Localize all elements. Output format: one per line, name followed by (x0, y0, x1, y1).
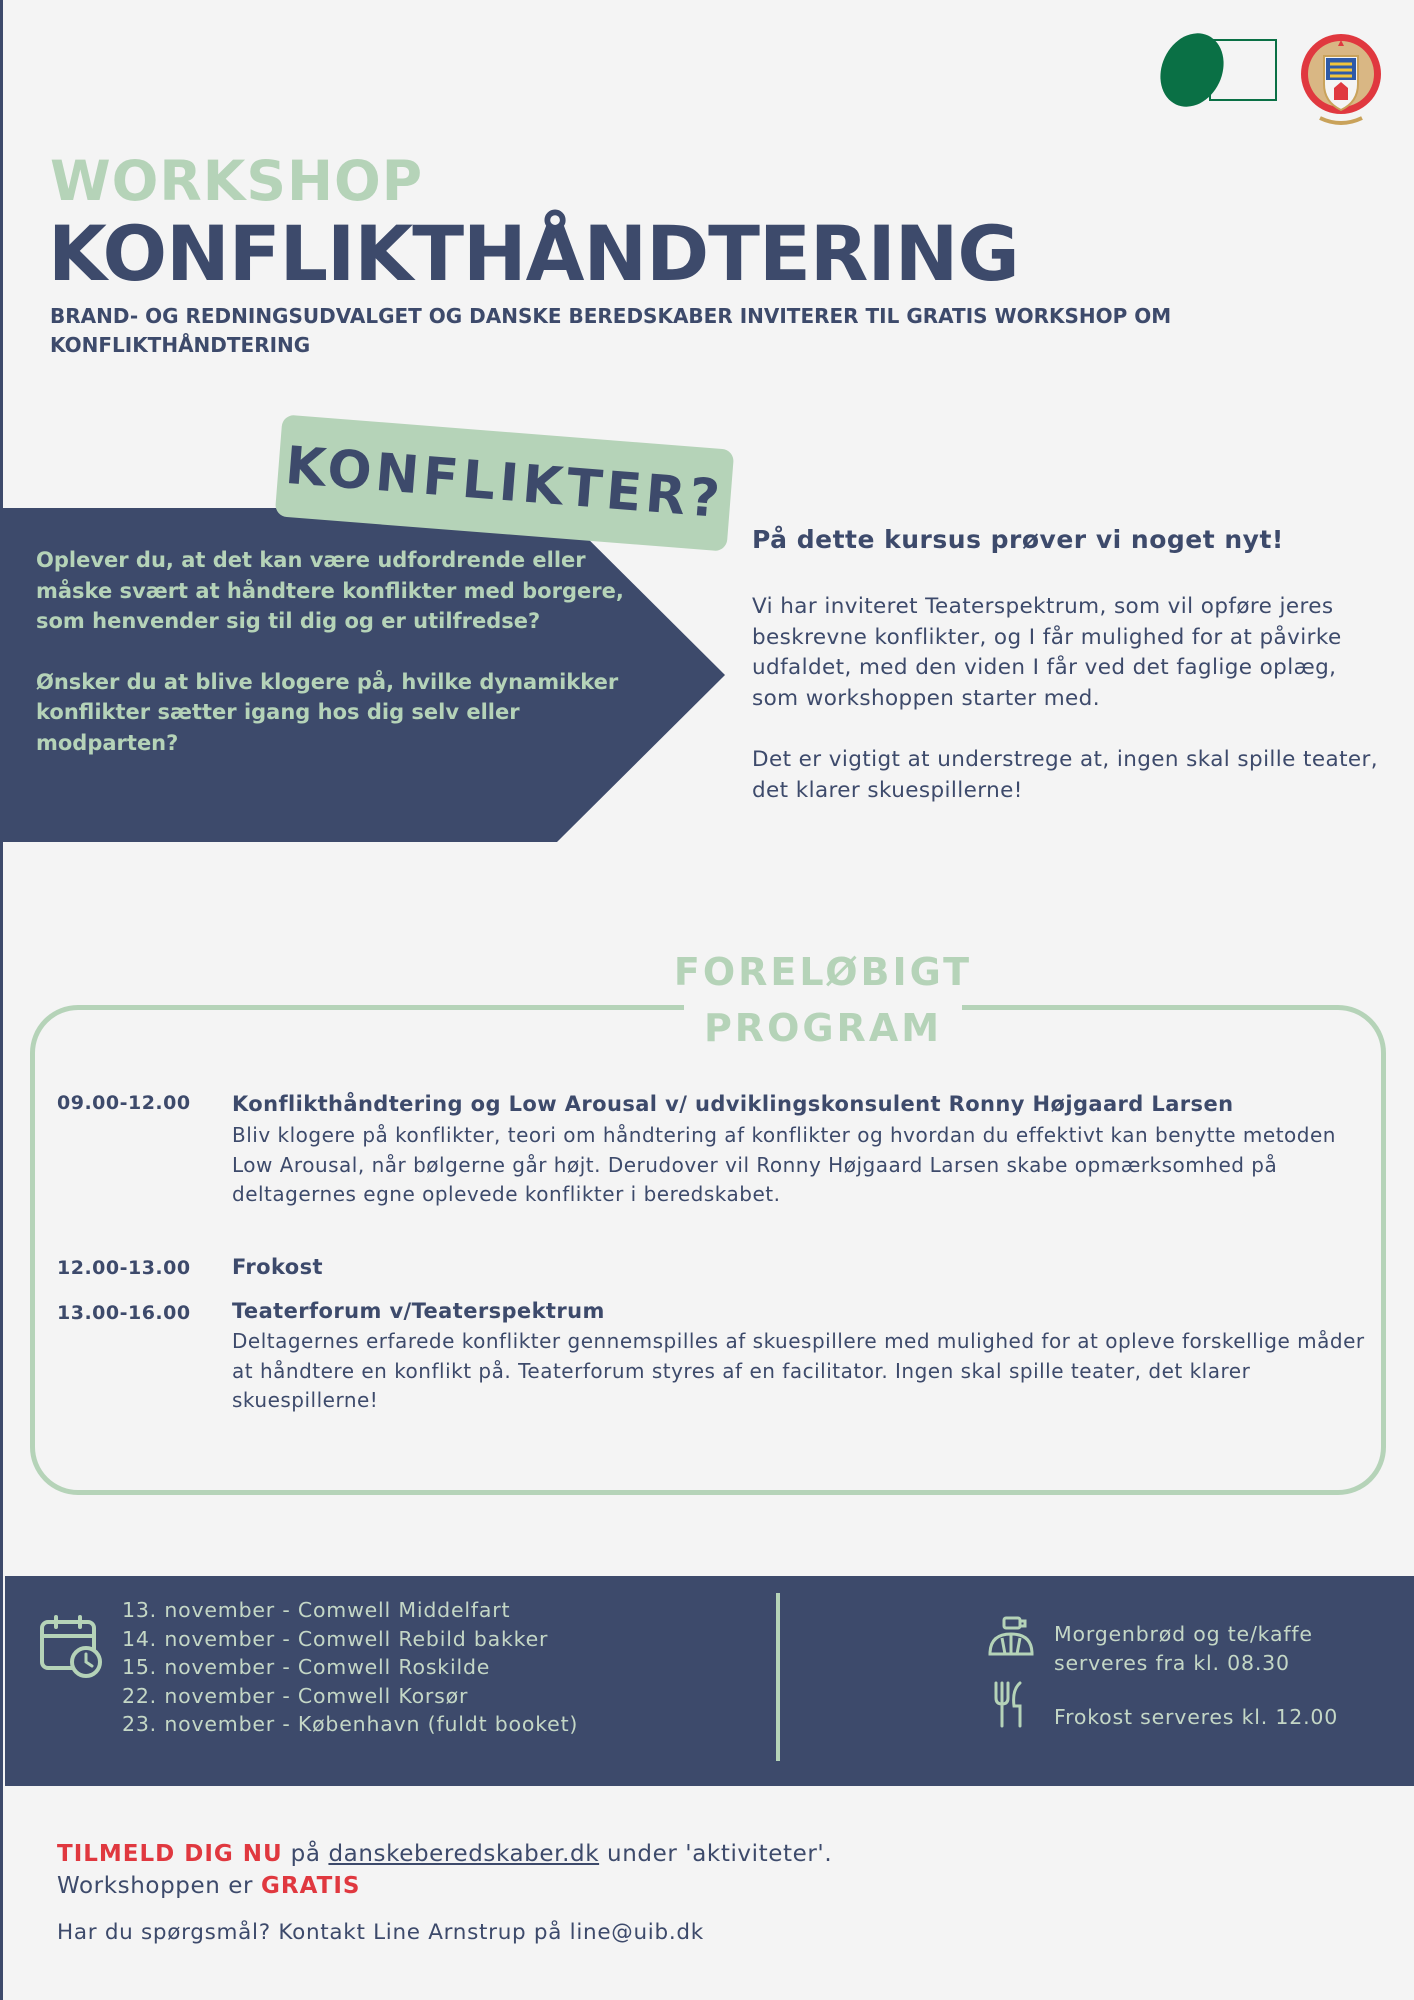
header-kicker: WORKSHOP (50, 149, 424, 213)
page-title: KONFLIKTHÅNDTERING (48, 209, 1019, 298)
breakfast-line-2: serveres fra kl. 08.30 (1054, 1651, 1290, 1675)
calendar-icon (38, 1614, 104, 1678)
program-item-2-title: Frokost (232, 1255, 323, 1279)
program-item-2-time: 12.00-13.00 (57, 1257, 191, 1279)
program-item-1-title: Konflikthåndtering og Low Arousal v/ udviklingskonsulent Ronny Højgaard Larsen (232, 1092, 1234, 1116)
course-paragraph-1: Vi har inviteret Teaterspektrum, som vil opføre jeres beskrevne konflikter, og I får mulighed for at påvirke udfaldet, med den viden I får ved det faglige oplæg, som workshoppen starter med. (752, 594, 1342, 711)
program-title (668, 944, 978, 1056)
breakfast-info (1054, 1620, 1313, 1678)
event-date-4: 22. november - Comwell Korsør (122, 1683, 469, 1708)
free-label: GRATIS (261, 1873, 361, 1899)
partner-logo (1160, 30, 1280, 110)
signup-link[interactable]: danskeberedskaber.dk (328, 1841, 600, 1867)
signup-text (57, 1838, 832, 1902)
contact-text: Har du spørgsmål? Kontakt Line Arnstrup på line@uib.dk (57, 1920, 704, 1945)
event-date-1: 13. november - Comwell Middelfart (122, 1598, 511, 1622)
course-description (752, 592, 1382, 837)
event-date-3: 15. november - Comwell Roskilde (122, 1655, 491, 1679)
intro-question-2: Ønsker du at blive klogere på, hvilke dynamikker konflikter sætter igang hos dig selv eller modparten? (36, 669, 619, 755)
bread-coffee-icon (986, 1614, 1036, 1664)
signup-post: under 'aktiviteter'. (599, 1841, 833, 1867)
program-item-3-description: Deltagernes erfarede konflikter gennemspilles af skuespillere med mulighed for at opleve forskellige måder at håndtere en konflikt på. Teaterforum styres af en facilitator. Ingen skal spille teater, det klarer skuespillerne! (232, 1329, 1365, 1412)
event-date-5: 23. november - København (fuldt booket) (122, 1712, 579, 1736)
free-pre: Workshoppen er (57, 1873, 262, 1899)
info-band-divider (776, 1593, 780, 1761)
program-title-line-2: PROGRAM (703, 1006, 943, 1050)
program-item-3-time: 13.00-16.00 (57, 1302, 191, 1324)
event-date-2: 14. november - Comwell Rebild bakker (122, 1626, 549, 1651)
program-item-3-title: Teaterforum v/Teaterspektrum (232, 1299, 605, 1323)
course-paragraph-2: Det er vigtigt at understrege at, ingen skal spille teater, det klarer skuespillerne! (752, 747, 1379, 803)
signup-pre: på (282, 1841, 329, 1867)
lunch-info: Frokost serveres kl. 12.00 (1054, 1705, 1339, 1729)
program-item-1-time: 09.00-12.00 (57, 1092, 191, 1114)
cutlery-icon (990, 1680, 1030, 1730)
left-edge-rule (0, 0, 3, 2000)
course-heading: På dette kursus prøver vi noget nyt! (752, 525, 1284, 554)
badge-label: KONFLIKTER? (283, 435, 726, 531)
signup-cta: TILMELD DIG NU (57, 1841, 283, 1867)
breakfast-line-1: Morgenbrød og te/kaffe (1054, 1622, 1313, 1646)
intro-question-1: Oplever du, at det kan være udfordrende eller måske svært at håndtere konflikter med borgere, som henvender sig til dig og er utilfredse? (36, 548, 624, 633)
program-title-line-1: FORELØBIGT (673, 950, 973, 994)
program-box (30, 1005, 1386, 1495)
header-subtitle: BRAND- OG REDNINGSUDVALGET OG DANSKE BEREDSKABER INVITERER TIL GRATIS WORKSHOP OM KONFLIKTHÅNDTERING (50, 304, 1172, 357)
intro-questions (36, 545, 646, 788)
program-item-1-description: Bliv klogere på konflikter, teori om håndtering af konflikter og hvordan du effektivt kan benytte metoden Low Arousal, når bølgerne går højt. Derudover vil Ronny Højgaard Larsen skabe opmærksomhed på deltagernes egne oplevede konflikter i beredskabet. (232, 1123, 1336, 1206)
event-dates-list (122, 1596, 578, 1739)
danske-beredskaber-seal-logo (1300, 28, 1382, 130)
